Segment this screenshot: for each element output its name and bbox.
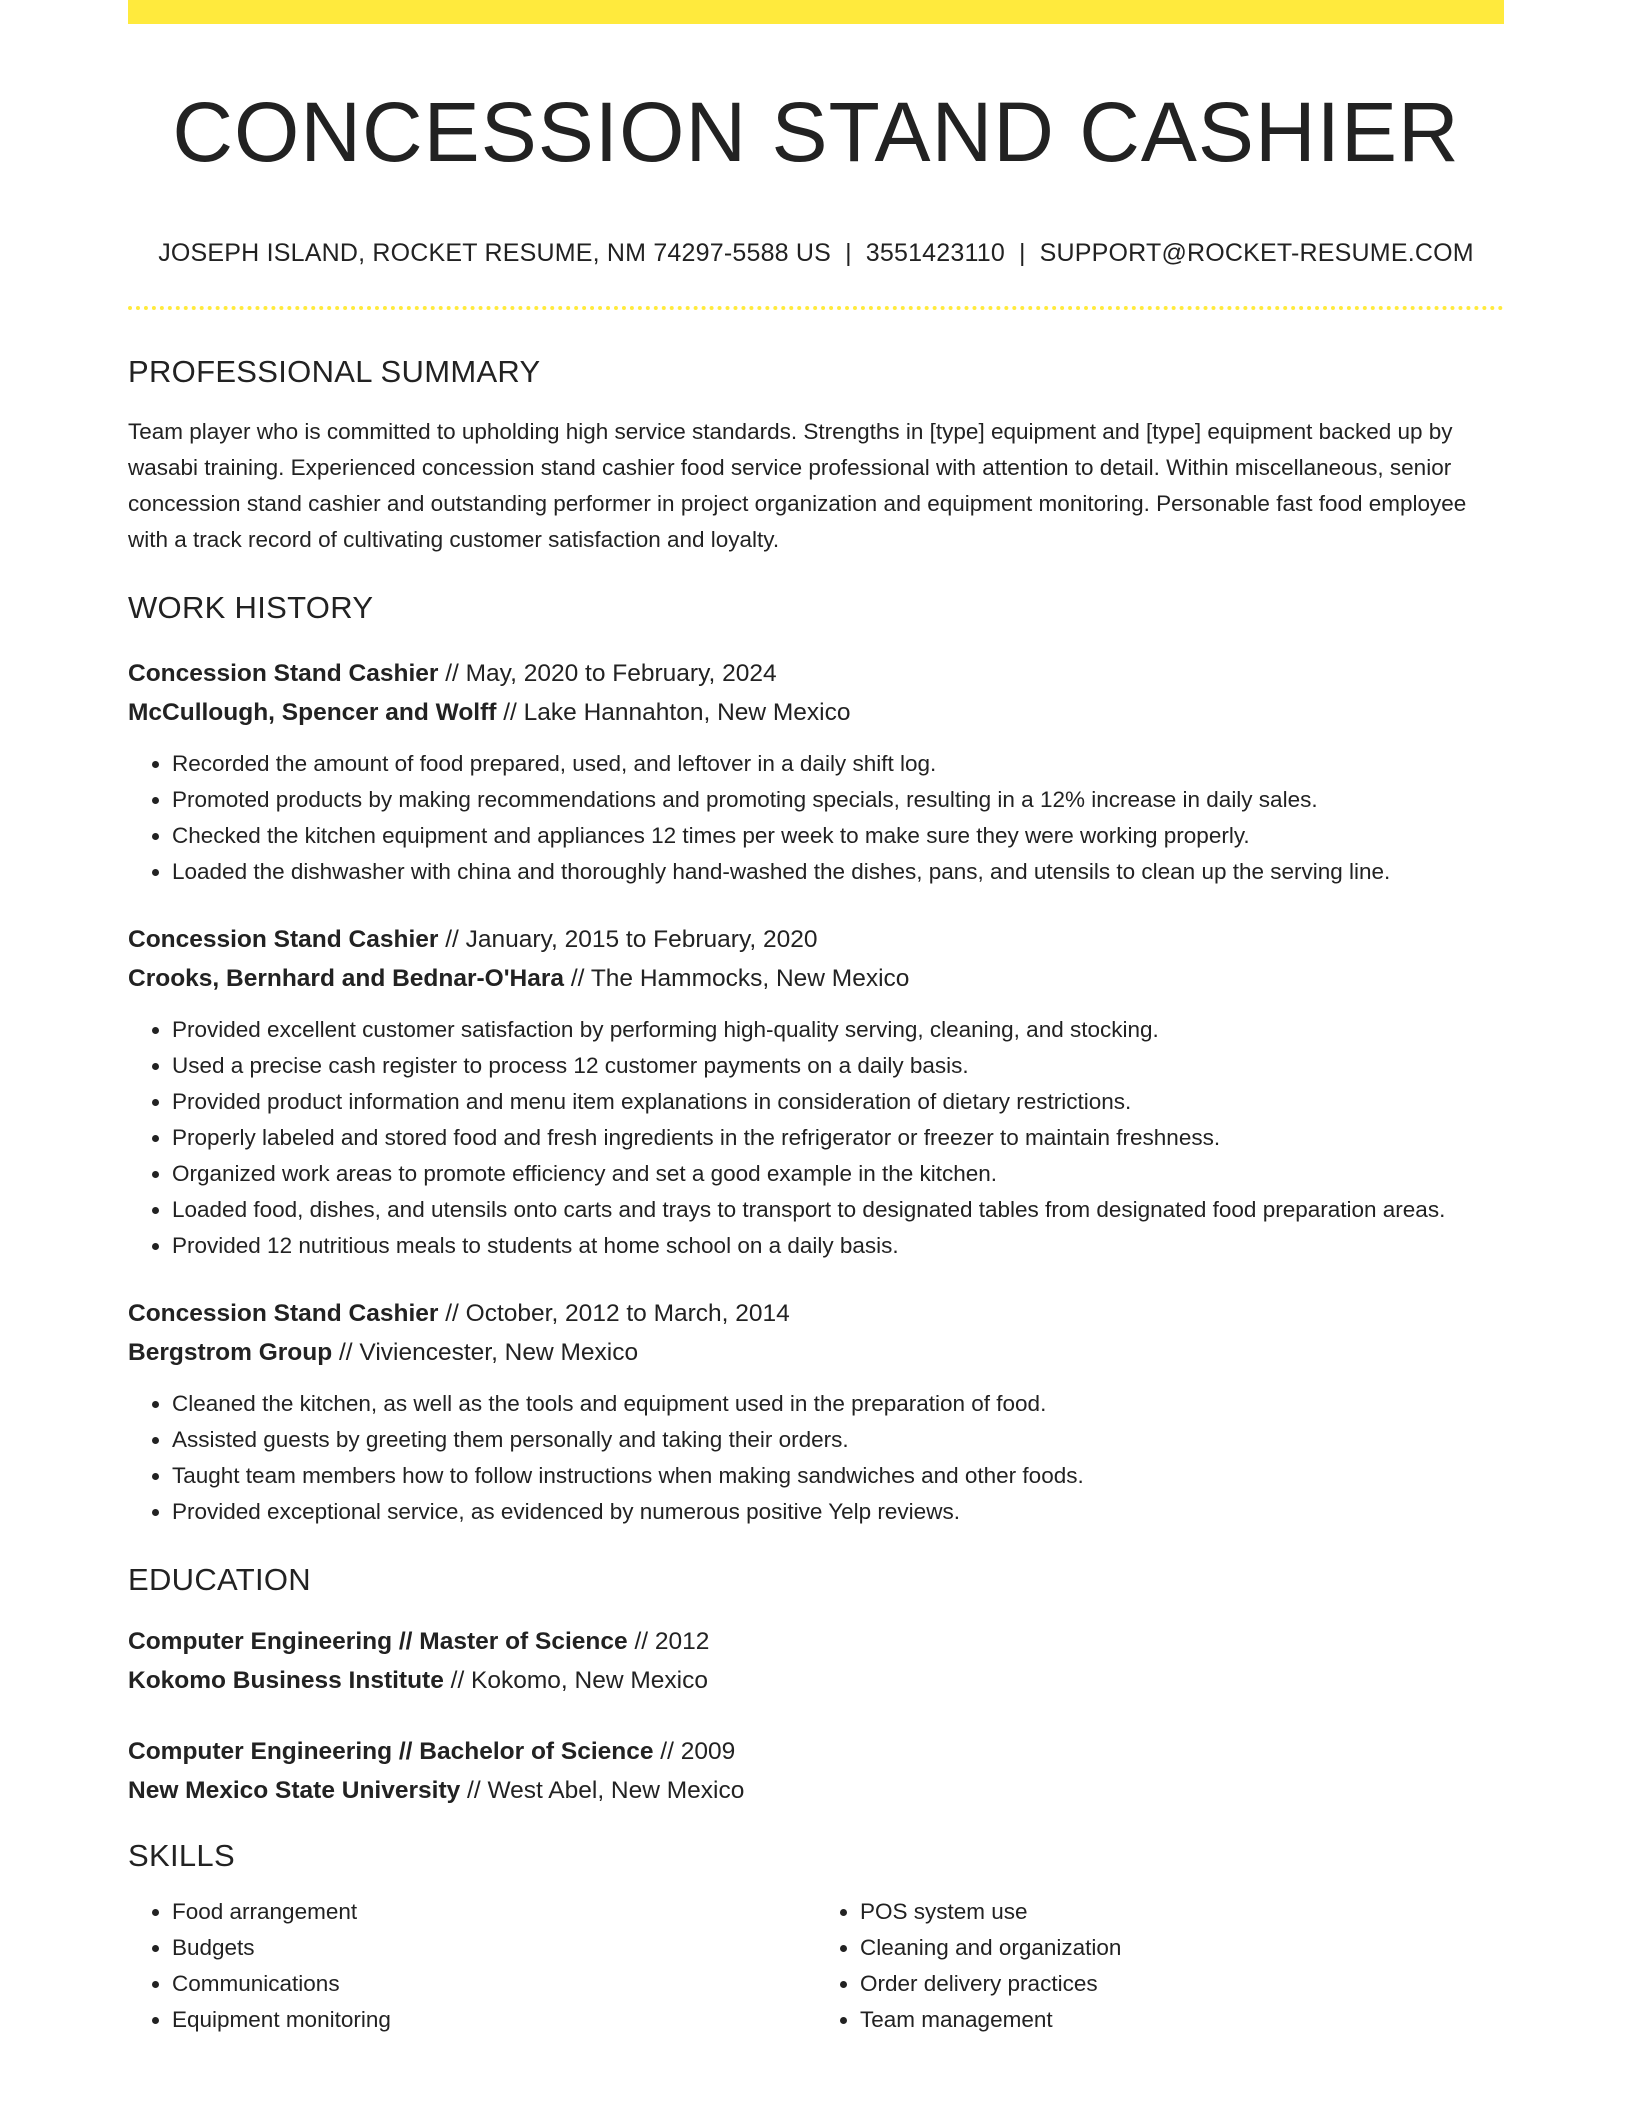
summary-heading: PROFESSIONAL SUMMARY	[128, 353, 541, 389]
job-bullets	[128, 1386, 1504, 1530]
work-history-heading: WORK HISTORY	[128, 589, 374, 625]
degree: Computer Engineering // Master of Science	[128, 1627, 628, 1655]
job-company-line	[128, 1333, 1504, 1372]
graduation-year: // 2009	[653, 1737, 736, 1765]
work-history-section	[128, 590, 1504, 1530]
job-entry	[128, 1294, 1504, 1530]
job-title-line	[128, 920, 1504, 959]
list-item: • Taught team members how to follow instructions when making sandwiches and other foods.	[172, 1458, 1504, 1494]
resume-title: CONCESSION STAND CASHIER	[172, 85, 1460, 179]
list-item: • Organized work areas to promote efficiency and set a good example in the kitchen.	[172, 1156, 1504, 1192]
job-bullets	[128, 746, 1504, 890]
job-title: Concession Stand Cashier	[128, 659, 439, 687]
degree: Computer Engineering // Bachelor of Science	[128, 1737, 654, 1765]
job-company-line	[128, 693, 1504, 732]
skill-item: • Team management	[860, 2002, 1504, 2038]
list-item: • Recorded the amount of food prepared, used, and leftover in a daily shift log.	[172, 746, 1504, 782]
skills-section	[128, 1838, 1504, 2038]
skill-item: • POS system use	[860, 1894, 1504, 1930]
degree-line	[128, 1622, 1504, 1661]
job-location: // Lake Hannahton, New Mexico	[496, 698, 851, 726]
job-bullets	[128, 1012, 1504, 1264]
skill-item: • Budgets	[172, 1930, 816, 1966]
top-accent-bar	[128, 0, 1504, 24]
contact-email: SUPPORT@ROCKET-RESUME.COM	[1039, 238, 1474, 267]
list-item: • Assisted guests by greeting them personally and taking their orders.	[172, 1422, 1504, 1458]
skills-heading: SKILLS	[128, 1837, 235, 1873]
education-entry	[128, 1622, 1504, 1700]
school-location: // West Abel, New Mexico	[460, 1776, 745, 1804]
summary-section	[128, 354, 1504, 558]
list-item: • Loaded the dishwasher with china and thoroughly hand-washed the dishes, pans, and utensils to clean up the serving line.	[172, 854, 1504, 890]
skill-item: • Cleaning and organization	[860, 1930, 1504, 1966]
contact-line	[128, 239, 1504, 268]
education-heading: EDUCATION	[128, 1561, 311, 1597]
education-section	[128, 1562, 1504, 1810]
list-item: • Properly labeled and stored food and fresh ingredients in the refrigerator or freezer to maintain freshness.	[172, 1120, 1504, 1156]
skills-columns	[128, 1894, 1504, 2038]
school-line	[128, 1661, 1504, 1700]
degree-line	[128, 1732, 1504, 1771]
list-item: • Provided 12 nutritious meals to students at home school on a daily basis.	[172, 1228, 1504, 1264]
list-item: • Provided product information and menu item explanations in consideration of dietary restrictions.	[172, 1084, 1504, 1120]
contact-separator: |	[1018, 238, 1026, 267]
skill-item: • Food arrangement	[172, 1894, 816, 1930]
list-item: • Provided exceptional service, as evidenced by numerous positive Yelp reviews.	[172, 1494, 1504, 1530]
summary-text: Team player who is committed to upholding high service standards. Strengths in [type] equipment and [type] equipment backed up by wasabi training. Experienced concession stand cashier food service professional with attention to detail. Within miscellaneous, senior concession stand cashier and outstanding performer in project organization and equipment monitoring. Personable fast food employee with a track record of cultivating customer satisfaction and loyalty.	[128, 418, 1467, 552]
job-company-line	[128, 959, 1504, 998]
job-company: Bergstrom Group	[128, 1338, 333, 1366]
contact-phone: 3551423110	[865, 238, 1005, 267]
list-item: • Checked the kitchen equipment and appliances 12 times per week to make sure they were working properly.	[172, 818, 1504, 854]
list-item: • Promoted products by making recommendations and promoting specials, resulting in a 12% increase in daily sales.	[172, 782, 1504, 818]
job-title-line	[128, 654, 1504, 693]
skills-right-column	[816, 1894, 1504, 2038]
job-dates: // October, 2012 to March, 2014	[438, 1299, 790, 1327]
skill-item: • Order delivery practices	[860, 1966, 1504, 2002]
list-item: • Cleaned the kitchen, as well as the tools and equipment used in the preparation of food.	[172, 1386, 1504, 1422]
education-entry	[128, 1732, 1504, 1810]
school-name: Kokomo Business Institute	[128, 1666, 444, 1694]
school-location: // Kokomo, New Mexico	[443, 1666, 708, 1694]
job-dates: // January, 2015 to February, 2020	[438, 925, 818, 953]
list-item: • Loaded food, dishes, and utensils onto carts and trays to transport to designated tables from designated food preparation areas.	[172, 1192, 1504, 1228]
skill-item: • Communications	[172, 1966, 816, 2002]
list-item: • Used a precise cash register to process 12 customer payments on a daily basis.	[172, 1048, 1504, 1084]
contact-address: JOSEPH ISLAND, ROCKET RESUME, NM 74297-5588 US	[158, 238, 832, 267]
contact-separator: |	[845, 238, 852, 267]
graduation-year: // 2012	[627, 1627, 710, 1655]
job-title: Concession Stand Cashier	[128, 1299, 439, 1327]
school-line	[128, 1771, 1504, 1810]
job-location: // Viviencester, New Mexico	[332, 1338, 639, 1366]
job-location: // The Hammocks, New Mexico	[564, 964, 910, 992]
job-company: Crooks, Bernhard and Bednar-O'Hara	[128, 964, 565, 992]
skills-left-column	[128, 1894, 816, 2038]
skill-item: • Equipment monitoring	[172, 2002, 816, 2038]
job-dates: // May, 2020 to February, 2024	[438, 659, 777, 687]
resume-page	[128, 0, 1504, 2038]
job-entry	[128, 654, 1504, 890]
job-title: Concession Stand Cashier	[128, 925, 439, 953]
job-entry	[128, 920, 1504, 1264]
school-name: New Mexico State University	[128, 1776, 461, 1804]
list-item: • Provided excellent customer satisfaction by performing high-quality serving, cleaning, and stocking.	[172, 1012, 1504, 1048]
dotted-divider	[128, 306, 1504, 310]
job-title-line	[128, 1294, 1504, 1333]
job-company: McCullough, Spencer and Wolff	[128, 698, 497, 726]
